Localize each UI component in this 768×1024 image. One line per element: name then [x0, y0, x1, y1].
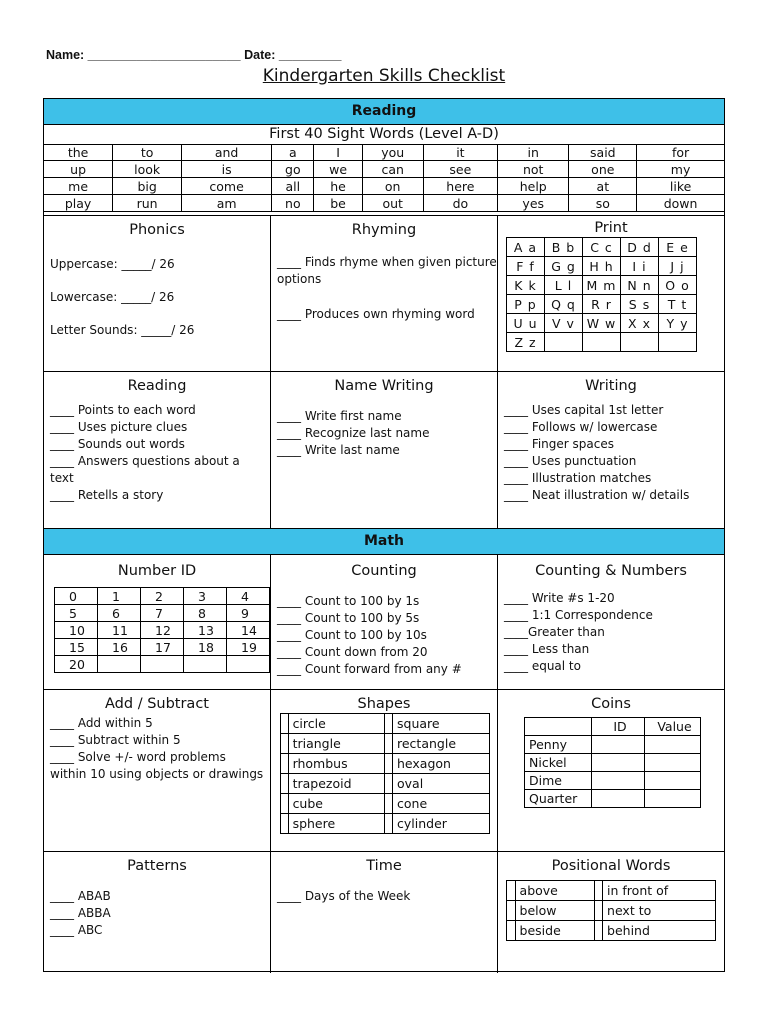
phonics-line: Lowercase: _____/ 26 — [50, 290, 175, 304]
shape-row — [281, 814, 490, 834]
coins-section — [498, 690, 724, 852]
print-title: Print — [594, 220, 628, 236]
sight-word-cell: big — [113, 178, 182, 195]
coin-name: Nickel — [525, 754, 592, 772]
number-row — [55, 588, 270, 605]
print-letter-cell: A a — [507, 238, 545, 257]
sight-word-cell: I — [314, 144, 362, 161]
number-id-title: Number ID — [117, 563, 197, 579]
print-letter-cell: Z z — [507, 333, 545, 352]
print-letter-cell: H h — [583, 257, 621, 276]
print-letter-cell: V v — [545, 314, 583, 333]
positional-title: Positional Words — [551, 858, 671, 874]
number-cell — [141, 656, 184, 673]
number-cell: 6 — [98, 605, 141, 622]
number-cell: 2 — [141, 588, 184, 605]
positional-word-check — [507, 921, 516, 941]
sight-word-cell: in — [498, 144, 569, 161]
math-row-3 — [44, 851, 724, 973]
shape-cell: cylinder — [393, 814, 490, 834]
sight-word-cell: here — [423, 178, 497, 195]
pattern-line: ____ ABC — [50, 923, 103, 937]
shape-cell: cone — [393, 794, 490, 814]
number-row — [55, 656, 270, 673]
number-cell: 3 — [184, 588, 227, 605]
counting-numbers-title: Counting & Numbers — [535, 563, 687, 579]
number-cell: 0 — [55, 588, 98, 605]
coin-value — [645, 790, 701, 808]
sight-word-cell: be — [314, 195, 362, 212]
name-writing-line: ____ Recognize last name — [277, 426, 430, 440]
number-id-section — [44, 554, 271, 689]
shape-row — [281, 734, 490, 754]
patterns-title: Patterns — [127, 858, 187, 874]
print-section — [498, 216, 724, 372]
shape-check — [385, 734, 393, 754]
number-cell: 1 — [98, 588, 141, 605]
page-title: Kindergarten Skills Checklist — [262, 66, 506, 86]
patterns-lines — [44, 888, 270, 939]
sight-word-cell: is — [182, 161, 272, 178]
sight-words-table — [44, 144, 724, 212]
coin-name: Quarter — [525, 790, 592, 808]
reading-skill-line: ____ Retells a story — [50, 488, 164, 502]
coin-row — [525, 772, 701, 790]
writing-lines — [498, 402, 724, 504]
positional-word-cell: in front of — [603, 881, 716, 901]
rhyming-line: ____ Produces own rhyming word — [277, 307, 475, 321]
counting-section — [271, 554, 498, 689]
sight-word-cell: up — [44, 161, 113, 178]
reading-skill-line: ____ Answers questions about a text — [50, 454, 240, 485]
writing-line: ____ Finger spaces — [504, 437, 614, 451]
print-letter-cell: M m — [583, 276, 621, 295]
sight-word-cell: at — [569, 178, 637, 195]
positional-word-check — [594, 901, 603, 921]
counting-lines — [271, 593, 497, 678]
rhyming-section — [271, 216, 498, 372]
counting-line: ____ Count to 100 by 1s — [277, 594, 420, 608]
coin-id — [592, 772, 645, 790]
math-row-1 — [44, 554, 724, 689]
sight-words-title: First 40 Sight Words (Level A-D) — [44, 124, 724, 145]
sight-word-cell: for — [637, 144, 724, 161]
phonics-title: Phonics — [129, 222, 185, 238]
number-cell: 12 — [141, 622, 184, 639]
number-cell: 5 — [55, 605, 98, 622]
sight-word-cell: go — [272, 161, 314, 178]
sight-word-cell: said — [569, 144, 637, 161]
phonics-line: Letter Sounds: _____/ 26 — [50, 323, 195, 337]
phonics-line: Uppercase: _____/ 26 — [50, 257, 175, 271]
positional-section — [498, 852, 724, 973]
coins-header: Value — [645, 718, 701, 736]
print-letter-cell: R r — [583, 295, 621, 314]
phonics-section — [44, 216, 271, 372]
print-letter-cell: O o — [659, 276, 697, 295]
sight-word-cell: run — [113, 195, 182, 212]
shape-check — [281, 794, 289, 814]
add-subtract-lines — [44, 715, 270, 783]
shapes-section — [271, 690, 498, 852]
sight-word-row — [44, 144, 724, 161]
shapes-title: Shapes — [357, 696, 411, 712]
coin-id — [592, 754, 645, 772]
pattern-line: ____ ABBA — [50, 906, 111, 920]
print-letter-cell: S s — [621, 295, 659, 314]
sight-word-cell: he — [314, 178, 362, 195]
add-subtract-line: ____ Subtract within 5 — [50, 733, 181, 747]
positional-word-cell: behind — [603, 921, 716, 941]
sight-word-cell: you — [362, 144, 423, 161]
number-cell: 17 — [141, 639, 184, 656]
print-letter-cell — [583, 333, 621, 352]
coins-header — [525, 718, 592, 736]
print-letter-cell: W w — [583, 314, 621, 333]
print-letter-row — [507, 314, 697, 333]
counting-line: ____ Count to 100 by 10s — [277, 628, 427, 642]
shape-cell: trapezoid — [288, 774, 385, 794]
shape-check — [385, 754, 393, 774]
add-subtract-title: Add / Subtract — [105, 696, 209, 712]
sight-word-cell: help — [498, 178, 569, 195]
number-cell: 16 — [98, 639, 141, 656]
shape-check — [385, 814, 393, 834]
print-letter-cell: G g — [545, 257, 583, 276]
time-line: ____ Days of the Week — [277, 889, 411, 903]
shape-check — [385, 794, 393, 814]
reading-row-2 — [44, 371, 724, 529]
number-cell: 14 — [227, 622, 270, 639]
print-letter-row — [507, 295, 697, 314]
number-cell — [98, 656, 141, 673]
writing-line: ____ Illustration matches — [504, 471, 652, 485]
number-cell — [227, 656, 270, 673]
coin-row — [525, 736, 701, 754]
number-cell: 9 — [227, 605, 270, 622]
print-letter-cell: Y y — [659, 314, 697, 333]
counting-line: ____ Count to 100 by 5s — [277, 611, 420, 625]
sight-word-cell: do — [423, 195, 497, 212]
positional-word-check — [507, 901, 516, 921]
sight-word-cell: not — [498, 161, 569, 178]
sight-word-cell: one — [569, 161, 637, 178]
print-letter-cell: U u — [507, 314, 545, 333]
sight-word-cell: the — [44, 144, 113, 161]
counting-numbers-section — [498, 554, 724, 689]
reading-skill-line: ____ Sounds out words — [50, 437, 185, 451]
writing-title: Writing — [585, 378, 637, 394]
phonics-lines — [44, 248, 270, 347]
sight-word-cell: see — [423, 161, 497, 178]
number-cell: 4 — [227, 588, 270, 605]
shape-row — [281, 794, 490, 814]
positional-word-cell: above — [515, 881, 594, 901]
number-cell: 8 — [184, 605, 227, 622]
shape-check — [281, 714, 289, 734]
print-letter-row — [507, 257, 697, 276]
shape-check — [281, 734, 289, 754]
pattern-line: ____ ABAB — [50, 889, 111, 903]
sight-word-cell: and — [182, 144, 272, 161]
coin-id — [592, 736, 645, 754]
coin-row — [525, 754, 701, 772]
positional-word-row — [507, 921, 716, 941]
patterns-section — [44, 852, 271, 973]
add-subtract-line: ____ Add within 5 — [50, 716, 153, 730]
shape-cell: circle — [288, 714, 385, 734]
sight-word-cell: a — [272, 144, 314, 161]
shape-cell: sphere — [288, 814, 385, 834]
shapes-table — [280, 713, 490, 834]
number-id-table — [54, 587, 270, 673]
reading-band: Reading — [44, 99, 724, 125]
print-letter-cell: L l — [545, 276, 583, 295]
number-row — [55, 622, 270, 639]
shape-check — [385, 774, 393, 794]
coin-value — [645, 772, 701, 790]
number-cell: 7 — [141, 605, 184, 622]
counting-line: ____ Count forward from any # — [277, 662, 462, 676]
print-letter-cell: X x — [621, 314, 659, 333]
coins-table — [524, 717, 701, 808]
positional-table — [506, 880, 716, 941]
counting-title: Counting — [351, 563, 417, 579]
math-band: Math — [44, 528, 724, 555]
coin-id — [592, 790, 645, 808]
coin-name: Dime — [525, 772, 592, 790]
number-row — [55, 605, 270, 622]
shape-check — [281, 754, 289, 774]
time-title: Time — [366, 858, 402, 874]
counting-numbers-line: ____ 1:1 Correspondence — [504, 608, 653, 622]
number-cell: 19 — [227, 639, 270, 656]
print-table — [506, 237, 697, 352]
print-letter-cell: K k — [507, 276, 545, 295]
sight-word-cell: yes — [498, 195, 569, 212]
sight-word-cell: come — [182, 178, 272, 195]
positional-word-row — [507, 881, 716, 901]
number-cell: 10 — [55, 622, 98, 639]
print-letter-cell: T t — [659, 295, 697, 314]
writing-line: ____ Neat illustration w/ details — [504, 488, 690, 502]
number-cell: 13 — [184, 622, 227, 639]
sight-word-cell: like — [637, 178, 724, 195]
print-letter-cell: B b — [545, 238, 583, 257]
shape-cell: rectangle — [393, 734, 490, 754]
sight-word-cell: so — [569, 195, 637, 212]
name-date-line: Name: ______________________ Date: _________ — [46, 48, 342, 62]
rhyming-title: Rhyming — [351, 222, 417, 238]
reading-skill-line: ____ Uses picture clues — [50, 420, 188, 434]
sight-word-cell: on — [362, 178, 423, 195]
sight-word-row — [44, 178, 724, 195]
checklist-sheet — [43, 98, 725, 972]
shape-cell: square — [393, 714, 490, 734]
print-letter-cell — [659, 333, 697, 352]
print-letter-cell: P p — [507, 295, 545, 314]
sight-word-cell: to — [113, 144, 182, 161]
print-letter-cell: F f — [507, 257, 545, 276]
positional-word-check — [507, 881, 516, 901]
print-letter-cell — [545, 333, 583, 352]
math-row-2 — [44, 689, 724, 852]
shape-check — [281, 814, 289, 834]
time-section — [271, 852, 498, 973]
number-cell — [184, 656, 227, 673]
print-letter-cell: C c — [583, 238, 621, 257]
counting-numbers-line: ____ Write #s 1-20 — [504, 591, 615, 605]
sight-word-cell: play — [44, 195, 113, 212]
number-row — [55, 639, 270, 656]
print-letter-row — [507, 238, 697, 257]
add-subtract-section — [44, 690, 271, 852]
name-writing-line: ____ Write last name — [277, 443, 400, 457]
print-letter-row — [507, 276, 697, 295]
sight-word-row — [44, 161, 724, 178]
counting-numbers-line: ____ equal to — [504, 659, 581, 673]
sight-word-row — [44, 195, 724, 212]
writing-line: ____ Follows w/ lowercase — [504, 420, 658, 434]
name-writing-lines — [271, 408, 497, 459]
sight-word-cell: am — [182, 195, 272, 212]
positional-word-check — [594, 921, 603, 941]
number-cell: 20 — [55, 656, 98, 673]
counting-numbers-line: ____ Less than — [504, 642, 590, 656]
shape-row — [281, 754, 490, 774]
positional-word-cell: below — [515, 901, 594, 921]
print-letter-cell: N n — [621, 276, 659, 295]
print-letter-cell: Q q — [545, 295, 583, 314]
reading-skills-section — [44, 372, 271, 529]
time-lines — [271, 888, 497, 905]
print-letter-cell: E e — [659, 238, 697, 257]
writing-line: ____ Uses capital 1st letter — [504, 403, 664, 417]
coins-title: Coins — [591, 696, 631, 712]
print-letter-cell: D d — [621, 238, 659, 257]
reading-skills-lines — [44, 402, 270, 504]
coins-header: ID — [592, 718, 645, 736]
reading-skills-title: Reading — [127, 378, 187, 394]
positional-word-row — [507, 901, 716, 921]
reading-skill-line: ____ Points to each word — [50, 403, 196, 417]
reading-row-1 — [44, 215, 724, 372]
name-writing-line: ____ Write first name — [277, 409, 402, 423]
sight-word-cell: my — [637, 161, 724, 178]
sight-word-cell: we — [314, 161, 362, 178]
sight-word-cell: all — [272, 178, 314, 195]
shape-cell: triangle — [288, 734, 385, 754]
coin-value — [645, 754, 701, 772]
number-cell: 18 — [184, 639, 227, 656]
shape-cell: oval — [393, 774, 490, 794]
coin-name: Penny — [525, 736, 592, 754]
sight-word-cell: no — [272, 195, 314, 212]
writing-section — [498, 372, 724, 529]
number-cell: 15 — [55, 639, 98, 656]
shape-check — [281, 774, 289, 794]
shape-cell: cube — [288, 794, 385, 814]
name-writing-title: Name Writing — [334, 378, 434, 394]
shape-row — [281, 714, 490, 734]
name-writing-section — [271, 372, 498, 529]
sight-word-cell: out — [362, 195, 423, 212]
shape-cell: rhombus — [288, 754, 385, 774]
writing-line: ____ Uses punctuation — [504, 454, 637, 468]
shape-row — [281, 774, 490, 794]
sight-word-cell: down — [637, 195, 724, 212]
rhyming-line: ____ Finds rhyme when given picture options — [277, 255, 497, 286]
counting-numbers-line: ____Greater than — [504, 625, 605, 639]
sight-word-cell: me — [44, 178, 113, 195]
shape-check — [385, 714, 393, 734]
number-cell: 11 — [98, 622, 141, 639]
sight-word-cell: it — [423, 144, 497, 161]
add-subtract-line: ____ Solve +/- word problems within 10 using objects or drawings — [50, 750, 264, 781]
print-letter-cell: I i — [621, 257, 659, 276]
counting-line: ____ Count down from 20 — [277, 645, 428, 659]
coins-header-row — [525, 718, 701, 736]
coin-value — [645, 736, 701, 754]
positional-word-check — [594, 881, 603, 901]
counting-numbers-lines — [498, 590, 724, 675]
print-letter-row — [507, 333, 697, 352]
print-letter-cell: J j — [659, 257, 697, 276]
coin-row — [525, 790, 701, 808]
sight-word-cell: can — [362, 161, 423, 178]
shape-cell: hexagon — [393, 754, 490, 774]
positional-word-cell: next to — [603, 901, 716, 921]
sight-word-cell: look — [113, 161, 182, 178]
print-letter-cell — [621, 333, 659, 352]
positional-word-cell: beside — [515, 921, 594, 941]
